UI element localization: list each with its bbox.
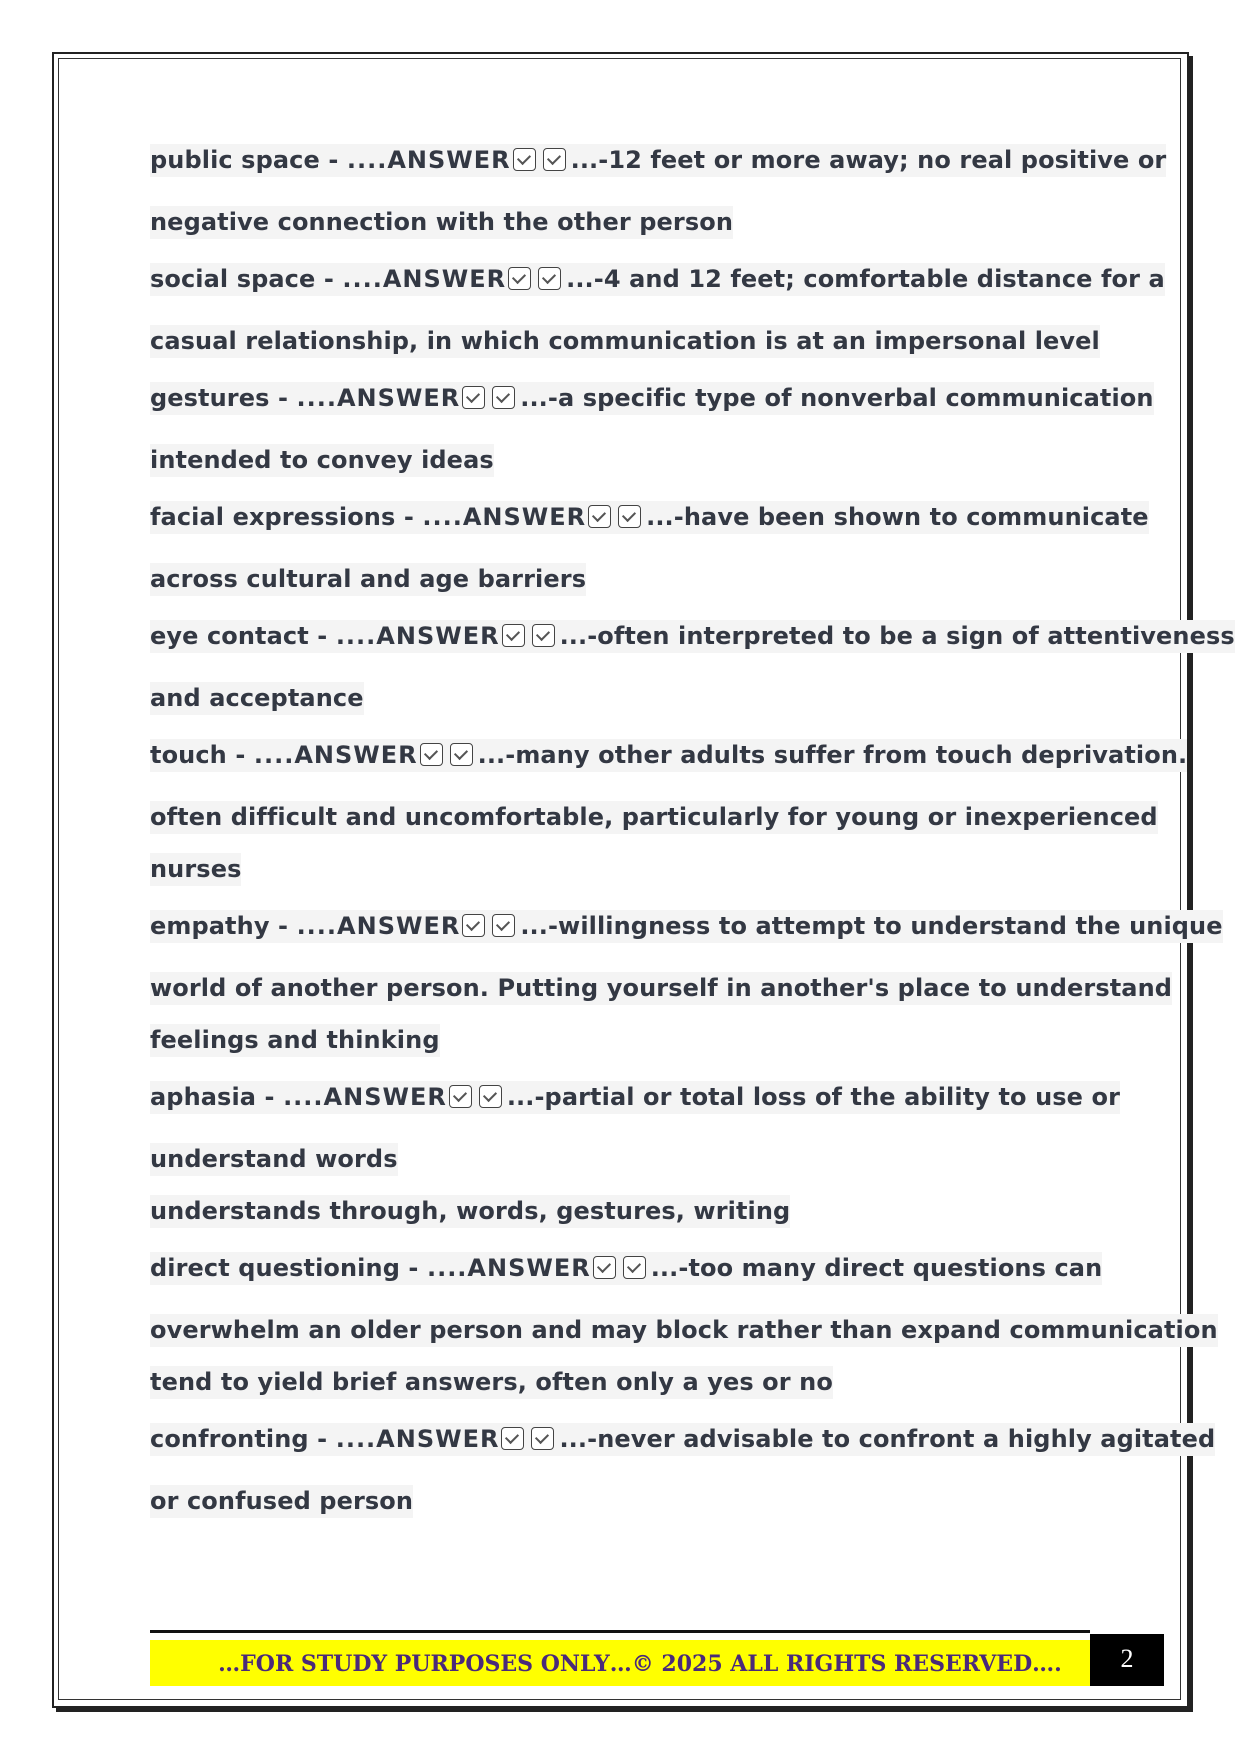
flashcard-entry: direct questioning - ....ANSWER ...-too many direct questions can overwhelm an older person and may block rather than expand communication tend to yield brief answers, often only a yes or no bbox=[150, 1253, 1110, 1398]
term: touch bbox=[150, 741, 227, 769]
definition-line: across cultural and age barriers bbox=[150, 563, 586, 596]
term: empathy bbox=[150, 912, 270, 940]
definition-line: nurses bbox=[150, 853, 241, 886]
definition-line: 4 and 12 feet; comfortable distance for a bbox=[603, 265, 1165, 293]
checkbox-checked-icon bbox=[623, 1256, 646, 1279]
answer-marker: ....ANSWER bbox=[335, 1425, 500, 1453]
term: gestures bbox=[150, 384, 270, 412]
definition-line: world of another person. Putting yourself in another's place to understand bbox=[150, 972, 1172, 1005]
definition-line: understand words bbox=[150, 1143, 398, 1176]
definition-line: many other adults suffer from touch deprivation. bbox=[515, 741, 1188, 769]
answer-marker: ....ANSWER bbox=[346, 146, 511, 174]
answer-suffix: ...- bbox=[477, 741, 516, 769]
definition-line: willingness to attempt to understand the unique bbox=[558, 912, 1223, 940]
checkbox-checked-icon bbox=[449, 1085, 472, 1108]
checkbox-checked-icon bbox=[462, 914, 485, 937]
definition-line: or confused person bbox=[150, 1485, 413, 1518]
definition-line: tend to yield brief answers, often only a yes or no bbox=[150, 1366, 833, 1399]
answer-suffix: ...- bbox=[570, 146, 609, 174]
checkbox-checked-icon bbox=[479, 1085, 502, 1108]
checkbox-checked-icon bbox=[501, 1427, 524, 1450]
term: direct questioning bbox=[150, 1254, 400, 1282]
definition-line: too many direct questions can bbox=[688, 1254, 1103, 1282]
footer-divider bbox=[150, 1630, 1090, 1633]
definition-line: often difficult and uncomfortable, particularly for young or inexperienced bbox=[150, 801, 1158, 834]
checkbox-checked-icon bbox=[502, 624, 525, 647]
term: aphasia bbox=[150, 1083, 257, 1111]
footer-notice-band bbox=[150, 1640, 1090, 1686]
checkbox-checked-icon bbox=[492, 386, 515, 409]
definition-line: casual relationship, in which communication is at an impersonal level bbox=[150, 325, 1100, 358]
answer-marker: ....ANSWER bbox=[283, 1083, 447, 1111]
answer-marker: ....ANSWER bbox=[335, 622, 500, 650]
checkbox-checked-icon bbox=[532, 624, 555, 647]
definition-line: have been shown to communicate bbox=[683, 503, 1149, 531]
flashcard-entry: gestures - ....ANSWER ...-a specific type of nonverbal communication intended to convey ideas bbox=[150, 383, 1110, 476]
flashcard-entry: eye contact - ....ANSWER ...-often interpreted to be a sign of attentiveness and acceptance bbox=[150, 621, 1110, 714]
definition-line: negative connection with the other person bbox=[150, 206, 733, 239]
answer-suffix: ...- bbox=[506, 1083, 545, 1111]
definition-line: 12 feet or more away; no real positive or bbox=[608, 146, 1167, 174]
checkbox-checked-icon bbox=[462, 386, 485, 409]
answer-marker: ....ANSWER bbox=[296, 912, 461, 940]
term: social space bbox=[150, 265, 316, 293]
answer-suffix: ...- bbox=[559, 622, 598, 650]
flashcard-entry: public space - ....ANSWER ...-12 feet or more away; no real positive or negative connection with the other person bbox=[150, 145, 1110, 238]
definition-line: a specific type of nonverbal communication bbox=[557, 384, 1154, 412]
answer-suffix: ...- bbox=[650, 1254, 689, 1282]
answer-marker: ....ANSWER bbox=[253, 741, 418, 769]
page-number: 2 bbox=[1090, 1634, 1164, 1686]
answer-suffix: ...- bbox=[520, 384, 558, 412]
term: confronting bbox=[150, 1425, 309, 1453]
checkbox-checked-icon bbox=[538, 267, 561, 290]
term: facial expressions bbox=[150, 503, 396, 531]
flashcard-entry: facial expressions - ....ANSWER ...-have been shown to communicate across cultural and age barriers bbox=[150, 502, 1110, 595]
checkbox-checked-icon bbox=[588, 505, 611, 528]
flashcard-entry: confronting - ....ANSWER ...-never advisable to confront a highly agitated or confused person bbox=[150, 1424, 1110, 1517]
definition-line: intended to convey ideas bbox=[150, 444, 494, 477]
definition-line: and acceptance bbox=[150, 682, 364, 715]
flashcard-entry: social space - ....ANSWER ...-4 and 12 feet; comfortable distance for a casual relationship, in which communication is at an impersonal level bbox=[150, 264, 1110, 357]
checkbox-checked-icon bbox=[618, 505, 641, 528]
checkbox-checked-icon bbox=[492, 914, 515, 937]
answer-suffix: ...- bbox=[559, 1425, 598, 1453]
definition-line: overwhelm an older person and may block rather than expand communication bbox=[150, 1314, 1218, 1347]
flashcard-list bbox=[150, 145, 1235, 1543]
flashcard-entry: touch - ....ANSWER ...-many other adults suffer from touch deprivation. often difficult and uncomfortable, particularly for young or inexperienced nurses bbox=[150, 740, 1110, 885]
checkbox-checked-icon bbox=[531, 1427, 554, 1450]
checkbox-checked-icon bbox=[420, 743, 443, 766]
term: eye contact bbox=[150, 622, 309, 650]
answer-suffix: ...- bbox=[520, 912, 559, 940]
checkbox-checked-icon bbox=[508, 267, 531, 290]
flashcard-entry: aphasia - ....ANSWER ...-partial or total loss of the ability to use or understand words understands through, words, gestures, writing bbox=[150, 1082, 1110, 1227]
definition-line: partial or total loss of the ability to use or bbox=[544, 1083, 1121, 1111]
term: public space bbox=[150, 146, 320, 174]
answer-marker: ....ANSWER bbox=[296, 384, 461, 412]
checkbox-checked-icon bbox=[513, 148, 536, 171]
definition-line: never advisable to confront a highly agitated bbox=[597, 1425, 1216, 1453]
checkbox-checked-icon bbox=[593, 1256, 616, 1279]
answer-marker: ....ANSWER bbox=[422, 503, 587, 531]
answer-marker: ....ANSWER bbox=[342, 265, 507, 293]
flashcard-entry: empathy - ....ANSWER ...-willingness to attempt to understand the unique world of another person. Putting yourself in another's place to understand feelings and thinking bbox=[150, 911, 1110, 1056]
answer-suffix: ...- bbox=[646, 503, 684, 531]
answer-marker: ....ANSWER bbox=[426, 1254, 591, 1282]
checkbox-checked-icon bbox=[543, 148, 566, 171]
definition-line: often interpreted to be a sign of attentiveness bbox=[597, 622, 1235, 650]
footer-notice: …FOR STUDY PURPOSES ONLY…© 2025 ALL RIGHTS RESERVED…. bbox=[218, 1651, 1062, 1677]
definition-line: understands through, words, gestures, writing bbox=[150, 1195, 790, 1228]
answer-suffix: ...- bbox=[566, 265, 604, 293]
checkbox-checked-icon bbox=[450, 743, 473, 766]
definition-line: feelings and thinking bbox=[150, 1024, 440, 1057]
